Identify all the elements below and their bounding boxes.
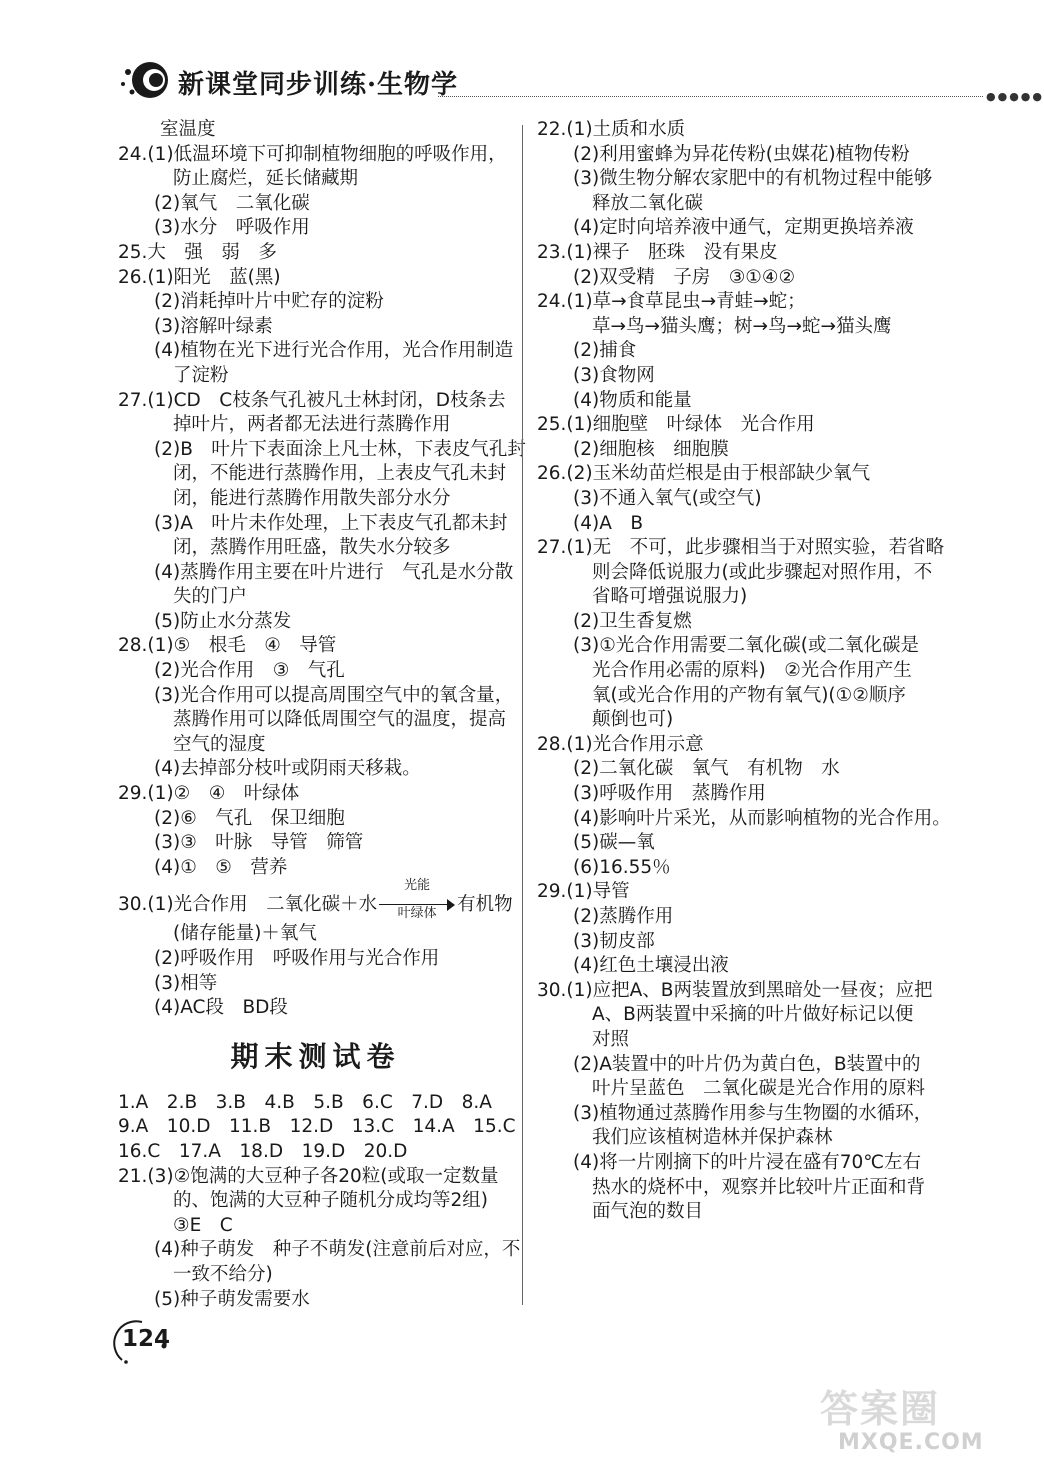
- answer-line: 26.(2)玉米幼苗烂根是由于根部缺少氧气: [537, 463, 871, 485]
- answer-line: (3)韧皮部: [573, 930, 655, 952]
- answer-line: 27.(1)CD C枝条气孔被凡士林封闭，D枝条去: [118, 389, 506, 411]
- answer-line: (4)将一片刚摘下的叶片浸在盛有70℃左右: [573, 1151, 922, 1173]
- answer-line: (4)A B: [573, 512, 644, 534]
- answer-line: (2)捕食: [573, 340, 637, 362]
- answer-line: 22.(1)土质和水质: [537, 119, 686, 140]
- answer-line: (4)种子萌发 种子不萌发(注意前后对应，不: [154, 1239, 521, 1261]
- answer-line: (2)利用蜜蜂为异花传粉(虫媒花)植物传粉: [573, 143, 910, 165]
- answer-line: (2)A装置中的叶片仍为黄白色，B装置中的: [573, 1053, 921, 1075]
- left-column: [118, 118, 526, 1312]
- answer-line: (3)植物通过蒸腾作用参与生物圈的水循环，: [573, 1102, 933, 1124]
- answer-line: 28.(1)光合作用示意: [537, 733, 704, 755]
- answer-line: (2)双受精 子房 ③①④②: [573, 266, 796, 288]
- answer-line: (4)① ⑤ 营养: [154, 856, 288, 878]
- answer-line: 28.(1)⑤ 根毛 ④ 导管: [118, 635, 337, 657]
- equation-prefix: 30.(1)光合作用 二氧化碳＋水: [118, 894, 378, 916]
- answer-line: (3)食物网: [573, 364, 655, 386]
- answer-line: (3)光合作用可以提高周围空气中的氧含量，: [154, 684, 514, 706]
- arrow-condition-bottom: 叶绿体: [397, 906, 437, 922]
- answer-line: 25.大 强 弱 多: [118, 241, 277, 263]
- answer-line: (3)溶解叶绿素: [154, 315, 273, 337]
- answer-line: (2)二氧化碳 氧气 有机物 水: [573, 758, 840, 780]
- equation-suffix: 有机物: [457, 894, 513, 916]
- answer-line: (4)红色土壤浸出液: [573, 955, 729, 977]
- answer-line: 颠倒也可): [592, 709, 674, 731]
- answer-line: 23.(1)裸子 胚珠 没有果皮: [537, 241, 778, 263]
- answer-line: (2)氧气 二氧化碳: [154, 192, 310, 214]
- answer-line: 掉叶片，两者都无法进行蒸腾作用: [173, 414, 451, 436]
- answer-line: 省略可增强说服力): [592, 586, 748, 608]
- answer-line: (2)卫生香复燃: [573, 610, 692, 632]
- answer-line: 失的门户: [173, 586, 248, 608]
- answer-line: 了淀粉: [173, 364, 229, 386]
- answer-line: 30.(1)应把A、B两装置放到黑暗处一昼夜；应把: [537, 979, 933, 1001]
- answer-line: 29.(1)② ④ 叶绿体: [118, 783, 300, 805]
- answer-line: A、B两装置中采摘的叶片做好标记以便: [592, 1004, 914, 1026]
- answer-line: (2)消耗掉叶片中贮存的淀粉: [154, 291, 384, 313]
- answer-line: (3)③ 叶脉 导管 筛管: [154, 832, 364, 854]
- answer-line: 光合作用必需的原料) ②光合作用产生: [592, 660, 912, 682]
- page-header: [118, 56, 1044, 103]
- book-logo-icon: [118, 58, 176, 102]
- answer-line: 1.A 2.B 3.B 4.B 5.B 6.C 7.D 8.A: [118, 1091, 492, 1113]
- answer-line: (2)呼吸作用 呼吸作用与光合作用: [154, 948, 440, 969]
- answer-line: 25.(1)细胞壁 叶绿体 光合作用: [537, 414, 815, 436]
- answer-line: (4)物质和能量: [573, 389, 692, 411]
- answer-line: (4)蒸腾作用主要在叶片进行 气孔是水分散: [154, 561, 514, 583]
- header-title: 新课堂同步训练·生物学: [178, 70, 459, 100]
- answer-line: (2)蒸腾作用: [573, 906, 674, 927]
- answer-line: (4)去掉部分枝叶或阴雨天移栽。: [154, 758, 421, 780]
- answer-line: 16.C 17.A 18.D 19.D 20.D: [118, 1140, 408, 1162]
- answer-line: (2)光合作用 ③ 气孔: [154, 660, 345, 682]
- answer-line: (3)微生物分解农家肥中的有机物过程中能够: [573, 168, 933, 190]
- reaction-arrow: [379, 878, 455, 922]
- answer-line: 闭，能进行蒸腾作用散失部分水分: [173, 487, 451, 509]
- answer-line: 释放二氧化碳: [592, 192, 704, 214]
- answer-line: (4)AC段 BD段: [154, 997, 288, 1019]
- answer-line: 则会降低说服力(或此步骤起对照作用，不: [592, 561, 933, 583]
- answer-line: (4)植物在光下进行光合作用，光合作用制造: [154, 340, 514, 362]
- answer-line: 24.(1)草→食草昆虫→青蛙→蛇；: [537, 291, 806, 313]
- answer-line: 21.(3)②饱满的大豆种子各20粒(或取一定数量: [118, 1165, 499, 1187]
- answer-line: 叶片呈蓝色 二氧化碳是光合作用的原料: [592, 1078, 926, 1100]
- answer-line: (5)防止水分蒸发: [154, 610, 292, 632]
- answer-line: (3)相等: [154, 972, 218, 994]
- answer-line: (5)种子萌发需要水: [154, 1288, 310, 1310]
- answer-line: (3)①光合作用需要二氧化碳(或二氧化碳是: [573, 635, 920, 657]
- answer-line: (5)碳—氧: [573, 832, 655, 854]
- answer-line: 一致不给分): [173, 1263, 273, 1285]
- answer-line: 的、饱满的大豆种子随机分成均等2组): [173, 1190, 488, 1212]
- answer-line: (2)细胞核 细胞膜: [573, 438, 729, 460]
- watermark-url: MXQE.COM: [838, 1430, 984, 1455]
- answer-line: 29.(1)导管: [537, 881, 630, 903]
- answer-line: (3)A 叶片未作处理，上下表皮气孔都未封: [154, 512, 508, 534]
- watermark-text: 答案圈: [820, 1387, 941, 1431]
- answer-line: 24.(1)低温环境下可抑制植物细胞的呼吸作用，: [118, 143, 507, 165]
- answer-line: 空气的湿度: [173, 733, 266, 755]
- answer-line: (2)B 叶片下表面涂上凡士林，下表皮气孔封: [154, 438, 526, 460]
- answer-line: 27.(1)无 不可，此步骤相当于对照实验，若省略: [537, 537, 945, 559]
- header-dots: ●●●●●: [986, 90, 1044, 103]
- answer-line: (储存能量)＋氧气: [173, 923, 317, 945]
- answer-line: 草→鸟→猫头鹰；树→鸟→蛇→猫头鹰: [592, 315, 892, 337]
- answer-line: (4)定时向培养液中通气，定期更换培养液: [573, 217, 914, 239]
- answer-line: (2)⑥ 气孔 保卫细胞: [154, 807, 345, 829]
- header-rule: [438, 96, 983, 97]
- answer-line: 热水的烧杯中，观察并比较叶片正面和背: [592, 1176, 926, 1198]
- right-column: [537, 118, 951, 1225]
- answer-line: (6)16.55％: [573, 856, 671, 878]
- answer-line: 我们应该植树造林并保护森林: [592, 1127, 833, 1149]
- answer-line: 蒸腾作用可以降低周围空气的温度，提高: [173, 709, 507, 731]
- answer-line: 26.(1)阳光 蓝(黑): [118, 266, 281, 288]
- answer-line: 面气泡的数目: [592, 1201, 704, 1223]
- answer-line: (3)不通入氧气(或空气): [573, 487, 762, 509]
- answer-line: 氧(或光合作用的产物有氧气)(①②顺序: [592, 684, 906, 706]
- answer-line: (3)呼吸作用 蒸腾作用: [573, 783, 766, 805]
- answer-line: 室温度: [160, 119, 216, 140]
- answer-line: 闭，蒸腾作用旺盛，散失水分较多: [173, 537, 451, 559]
- answer-line: (4)影响叶片采光，从而影响植物的光合作用。: [573, 807, 951, 829]
- column-divider: [522, 125, 523, 1305]
- arrow-condition-top: 光能: [404, 878, 431, 894]
- answer-line: (3)水分 呼吸作用: [154, 217, 310, 239]
- answer-line: 闭，不能进行蒸腾作用，上表皮气孔未封: [173, 463, 507, 485]
- equation-line: [118, 878, 513, 922]
- answer-line: ③E C: [173, 1214, 233, 1236]
- answer-line: 对照: [592, 1028, 630, 1050]
- section-title: 期末测试卷: [230, 1039, 401, 1073]
- answer-line: 防止腐烂，延长储藏期: [173, 168, 359, 190]
- answer-line: 9.A 10.D 11.B 12.D 13.C 14.A 15.C: [118, 1116, 516, 1138]
- page-number: 124: [122, 1326, 171, 1352]
